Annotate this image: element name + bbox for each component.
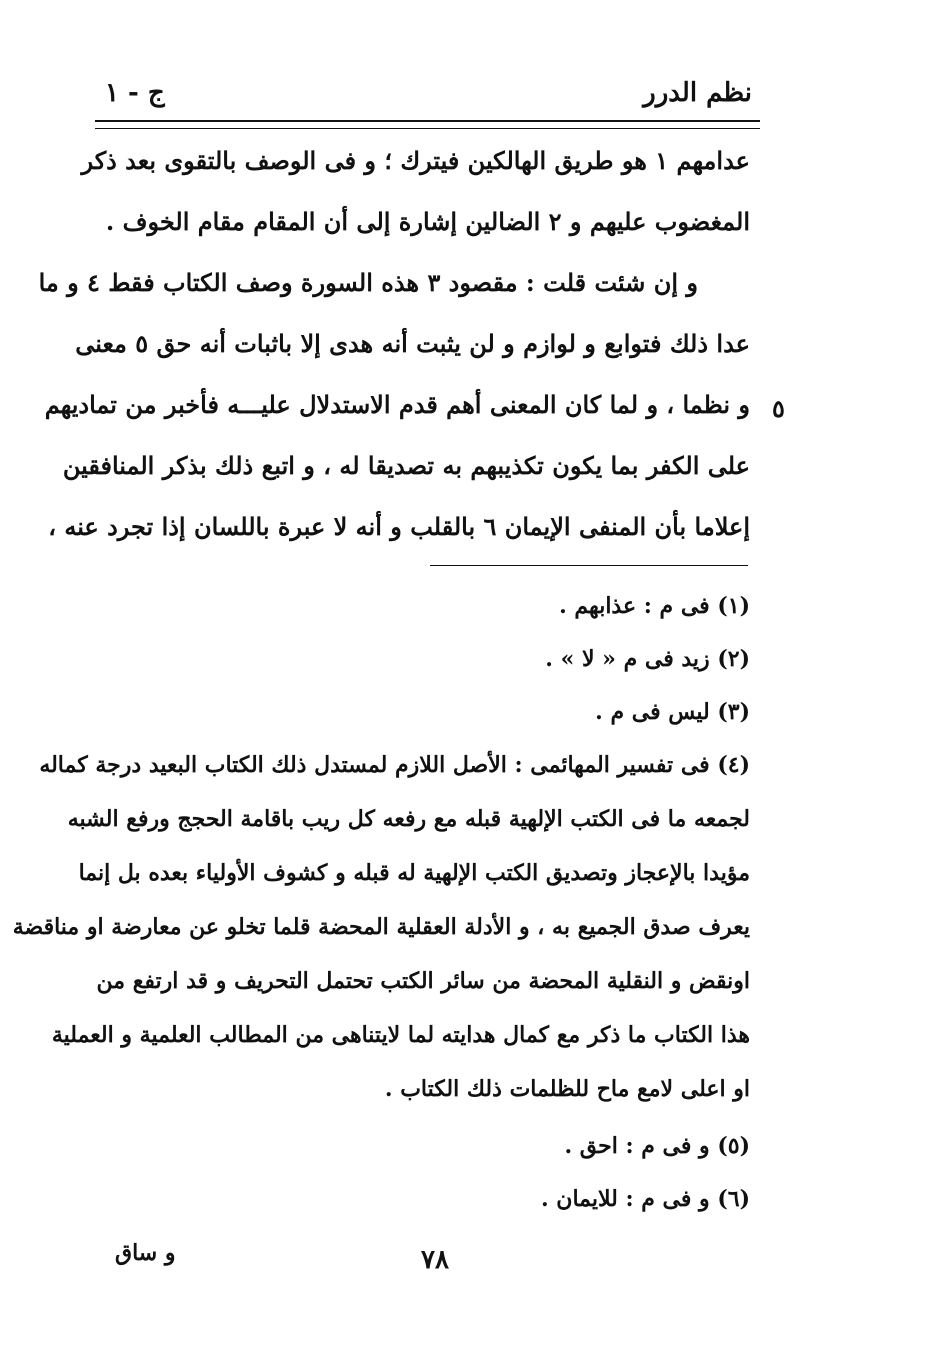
footnote-line: (٤) فى تفسير المهائمى : الأصل اللازم لمستدل ذلك الكتاب البعيد درجة كماله (39, 752, 750, 778)
footnote-line: (١) فى م : عذابهم . (559, 593, 750, 619)
text-line: عدا ذلك فتوابع و لوازم و لن يثبت أنه هدى إلا باثبات أنه حق ٥ معنى (75, 329, 750, 358)
text-line: و إن شئت قلت : مقصود ٣ هذه السورة وصف الكتاب فقط ٤ و ما (38, 268, 698, 297)
footnote-line: يعرف صدق الجميع به ، و الأدلة العقلية المحضة قلما تخلو عن معارضة او مناقضة (12, 914, 750, 940)
footnote-line: او اعلى لامع ماح للظلمات ذلك الكتاب . (384, 1076, 750, 1102)
page-number: ٧٨ (421, 1245, 449, 1275)
text-line: و نظما ، و لما كان المعنى أهم قدم الاستدلال عليـــه فأخبر من تماديهم (44, 390, 750, 419)
header-rule (95, 120, 760, 129)
footnote-line: مؤيدا بالإعجاز وتصديق الكتب الإلهية له قبله و كشوف الأولياء بعده بل إنما (78, 860, 750, 886)
catchword: و ساق (115, 1240, 176, 1266)
text-line: على الكفر بما يكون تكذيبهم به تصديقا له ، و اتبع ذلك بذكر المنافقين (62, 451, 750, 480)
footnote-line: هذا الكتاب ما ذكر مع كمال هدايته لما لايتناهى من المطالب العلمية و العملية (51, 1022, 750, 1048)
line-number-marker: ٥ (772, 394, 785, 423)
footnote-separator (430, 565, 748, 566)
footnote-line: (٢) زيد فى م « لا » . (545, 646, 750, 672)
main-text-block (38, 140, 750, 567)
text-line: المغضوب عليهم و ٢ الضالين إشارة إلى أن المقام مقام الخوف . (105, 207, 750, 236)
footnote-line: اونقض و النقلية المحضة من سائر الكتب تحتمل التحريف و قد ارتفع من (96, 968, 750, 994)
footnote-line: لجمعه ما فى الكتب الإلهية قبله مع رفعه كل ريب باقامة الحجج ورفع الشبه (67, 806, 750, 832)
text-line: إعلاما بأن المنفى الإيمان ٦ بالقلب و أنه لا عبرة باللسان إذا تجرد عنه ، (48, 512, 750, 541)
running-head (95, 78, 760, 118)
footnote-line: (٦) و فى م : للايمان . (540, 1186, 750, 1212)
footnote-line: (٥) و فى م : احق . (564, 1133, 750, 1159)
text-line: عدامهم ۱ هو طريق الهالكين فيترك ؛ و فى الوصف بالتقوى بعد ذكر (81, 146, 750, 175)
book-title: نظم الدرر (643, 78, 752, 108)
footnotes-block (12, 585, 750, 1231)
footnote-line: (٣) ليس فى م . (595, 699, 750, 725)
volume-label: ج - ١ (105, 78, 165, 108)
